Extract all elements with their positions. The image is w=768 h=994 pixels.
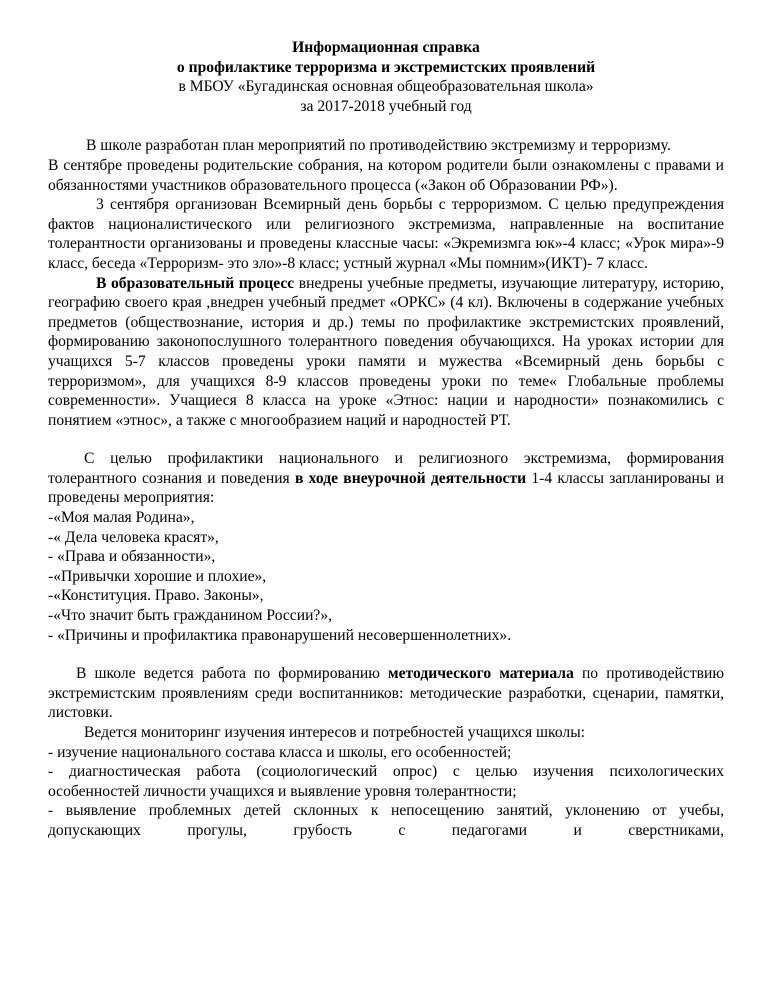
spacer xyxy=(48,645,724,664)
list-item: - «Причины и профилактика правонарушений несовершеннолетних». xyxy=(48,626,512,644)
paragraph-extracurricular-start: С целью профилактики национального и религиозного экстремизма, формирования толерантного сознания и поведения xyxy=(48,450,724,487)
list-item: - диагностическая работа (социологический опрос) с целью изучения психологических особенностей личности учащихся и выявление уровня толерантности; xyxy=(48,763,724,800)
list-item: - «Права и обязанности», xyxy=(48,548,216,566)
paragraph-extracurricular xyxy=(48,449,724,508)
paragraph-monitoring: Ведется мониторинг изучения интересов и потребностей учащихся школы: xyxy=(84,724,586,741)
paragraph-educational-process-text: внедрены учебные предметы, изучающие литературу, историю, географию своего края ,внедрен учебный предмет «ОРКС» (4 кл). Включены в содержание учебных предметов (обществознание, история и др.) темы по профилактике экстремистских проявлений, формированию законопослушного толерантного поведения обучающихся. На уроках истории для учащихся 5-7 классов проведены уроки памяти и мужества «Всемирный день борьбы с терроризмом», для учащихся 8-9 классов проведены уроки по теме« Глобальные проблемы современности». Учащиеся 8 класса на уроке «Этнос: нации и народности» познакомились с понятием «этнос», а также с многообразием наций и народностей РТ. xyxy=(48,274,724,429)
monitoring-list xyxy=(48,743,724,841)
paragraph-parents-meeting: В сентябре проведены родительские собрания, на котором родители были ознакомлены с правами и обязанностями участников образовательного процесса («Закон об Образовании РФ»). xyxy=(48,156,724,194)
list-item: -« Дела человека красят», xyxy=(48,528,219,546)
document-title: Информационная справка xyxy=(292,39,480,56)
list-item: -«Моя малая Родина», xyxy=(48,509,195,527)
paragraph-methodical-end: по противодействию экстремистским проявлениям среди воспитанников: методические разработки, сценарии, памятки, листовки. xyxy=(48,665,724,722)
school-name: в МБОУ «Бугадинская основная общеобразовательная школа» xyxy=(178,78,594,96)
list-item: - выявление проблемных детей склонных к непосещению занятий, уклонению от учебы, допускающих прогулы, грубость с педагогами и сверстниками, xyxy=(48,802,724,839)
list-item: - изучение национального состава класса и школы, его особенностей; xyxy=(48,743,512,761)
list-item: -«Конституция. Право. Законы», xyxy=(48,587,264,605)
emphasis-educational-process: В образовательный процесс xyxy=(96,274,295,292)
paragraph-plan: В школе разработан план мероприятий по противодействию экстремизму и терроризму. xyxy=(86,137,671,155)
document-header xyxy=(48,38,724,116)
paragraph-methodical-material xyxy=(48,664,724,723)
document-page xyxy=(48,38,724,841)
list-item: -«Привычки хорошие и плохие», xyxy=(48,567,267,585)
events-list xyxy=(48,508,724,645)
spacer xyxy=(48,430,724,449)
list-item: -«Что значит быть гражданином России?», xyxy=(48,607,333,625)
document-subtitle: о профилактике терроризма и экстремистских проявлений xyxy=(176,58,596,76)
emphasis-extracurricular: в ходе внеурочной деятельности xyxy=(294,469,527,487)
paragraph-extracurricular-end: 1-4 классы запланированы и проведены мероприятия: xyxy=(48,469,724,507)
school-year: за 2017-2018 учебный год xyxy=(300,97,472,115)
emphasis-methodical-material: методического материала xyxy=(388,665,574,683)
paragraph-methodical-start: В школе ведется работа по формированию xyxy=(76,665,389,683)
paragraph-educational-process xyxy=(48,274,724,431)
paragraph-terrorism-day: 3 сентября организован Всемирный день борьбы с терроризмом. С целью предупреждения фактов националистического или религиозного экстремизма, направленные на воспитание толерантности организованы и проведены классные часы: «Экремизмга юк»-4 класс; «Урок мира»-9 класс, беседа «Терроризм- это зло»-8 класс; устный журнал «Мы помним»(ИКТ)- 7 класс. xyxy=(48,196,724,272)
